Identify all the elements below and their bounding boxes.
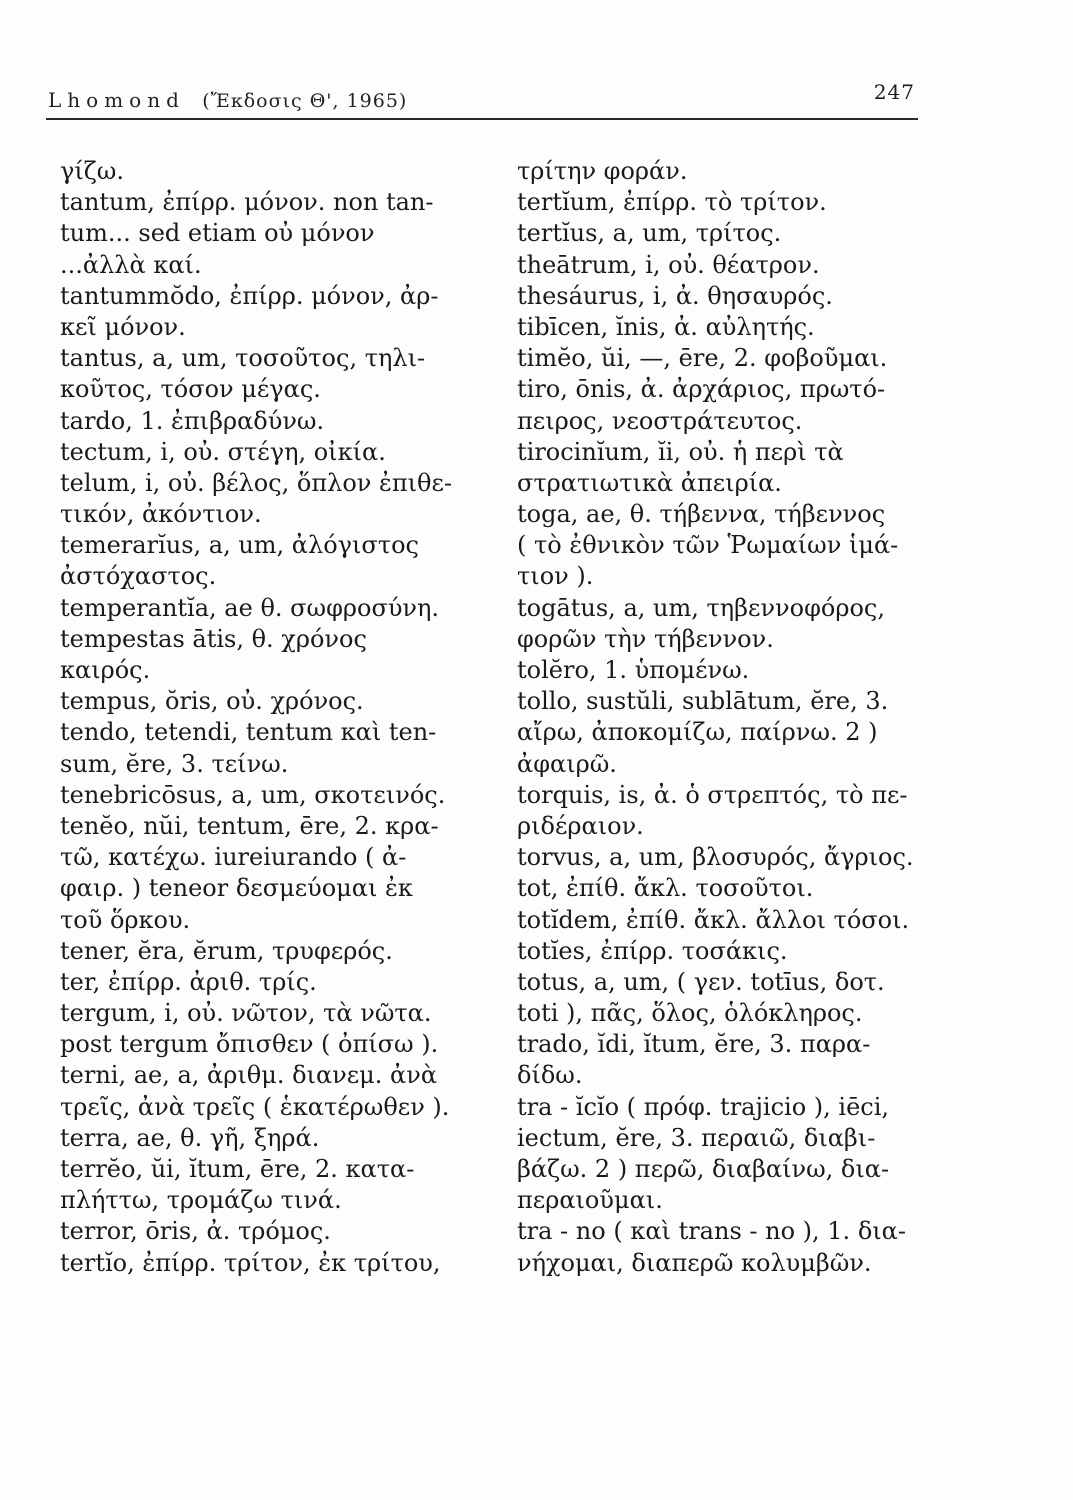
entry-line: terror, ōris, ἀ. τρόμος. — [60, 1217, 331, 1246]
entry-line: tertĭum, ἐπίρρ. τὸ τρίτον. — [517, 188, 827, 217]
entry-line: κεῖ μόνον. — [60, 312, 186, 341]
entry-line: tolĕro, 1. ὑπομένω. — [517, 656, 750, 684]
entry-line: τρεῖς, ἀνὰ τρεῖς ( ἑκατέρωθεν ). — [60, 1092, 450, 1121]
entry-line: ...ἀλλὰ καί. — [60, 250, 202, 279]
entry-line: ἀφαιρῶ. — [517, 749, 617, 778]
entry-line: πλήττω, τρομάζω τινά. — [60, 1186, 342, 1215]
entry-line: τρίτην φοράν. — [517, 157, 688, 185]
entry-line: γίζω. — [60, 157, 124, 185]
entry-line: telum, i, οὐ. βέλος, ὅπλον ἐπιθε- — [60, 468, 453, 497]
entry-line: post tergum ὄπισθεν ( ὀπίσω ). — [60, 1030, 439, 1059]
entry-line: tertĭo, ἐπίρρ. τρίτον, ἐκ τρίτου, — [60, 1248, 441, 1277]
entry-line: tra - ĭcĭo ( πρόφ. trajicio ), iēci, — [517, 1092, 890, 1121]
entry-line: tenebricōsus, a, um, σκοτεινός. — [60, 780, 446, 809]
entry-line: tra - no ( καὶ trans - no ), 1. δια- — [517, 1217, 906, 1246]
entry-line: τῶ, κατέχω. iureiurando ( ἀ- — [60, 843, 407, 872]
entry-line: toga, ae, θ. τήβεννα, τήβεννος — [517, 500, 886, 529]
header-rule — [46, 118, 918, 120]
entry-line: tergum, i, οὐ. νῶτον, τὰ νῶτα. — [60, 999, 432, 1028]
running-head — [48, 88, 407, 112]
entry-line: tendo, tetendi, tentum καὶ ten- — [60, 718, 437, 747]
entry-line: καιρός. — [60, 656, 151, 684]
entry-line: νήχομαι, διαπερῶ κολυμβῶν. — [517, 1248, 872, 1277]
entry-line: tum... sed etiam οὐ μόνον — [60, 219, 375, 248]
entry-line: tertĭus, a, um, τρίτος. — [517, 219, 782, 248]
entry-line: περαιοῦμαι. — [517, 1186, 663, 1215]
entry-line: tempus, ŏris, οὐ. χρόνος. — [60, 687, 364, 716]
entry-line: torvus, a, um, βλοσυρός, ἄγριος. — [517, 843, 914, 872]
entry-line: tantummŏdo, ἐπίρρ. μόνον, ἀρ- — [60, 281, 439, 310]
entry-line: τιον ). — [517, 562, 594, 591]
left-column — [60, 156, 500, 1279]
entry-line: terni, ae, a, ἀριθμ. διανεμ. ἀνὰ — [60, 1061, 438, 1090]
entry-line: φαιρ. ) teneor δεσμεύομαι ἐκ — [60, 874, 413, 903]
entry-line: κοῦτος, τόσον μέγας. — [60, 375, 321, 404]
entry-line: tectum, i, οὐ. στέγη, οἰκία. — [60, 437, 386, 466]
entry-line: terra, ae, θ. γῆ, ξηρά. — [60, 1123, 320, 1152]
entry-line: tardo, 1. ἐπιβραδύνω. — [60, 406, 325, 435]
entry-line: temperantĭa, ae θ. σωφροσύνη. — [60, 593, 440, 622]
entry-line: tempestas ātis, θ. χρόνος — [60, 624, 367, 653]
entry-line: tot, ἐπίθ. ἄκλ. τοσοῦτοι. — [517, 874, 814, 903]
entry-line: τικόν, ἀκόντιον. — [60, 500, 262, 529]
entry-line: ριδέραιον. — [517, 811, 644, 840]
right-column — [517, 156, 947, 1279]
entry-line: theātrum, i, οὐ. θέατρον. — [517, 250, 820, 279]
entry-line: tibīcen, ĭnis, ἀ. αὐλητής. — [517, 312, 815, 341]
entry-line: tollo, sustŭli, sublātum, ĕre, 3. — [517, 687, 889, 716]
entry-line: tantus, a, um, τοσοῦτος, τηλι- — [60, 344, 426, 373]
entry-line: δίδω. — [517, 1061, 583, 1090]
entry-line: terrĕo, ŭi, ĭtum, ēre, 2. κατα- — [60, 1155, 415, 1183]
entry-line: sum, ĕre, 3. τείνω. — [60, 749, 289, 778]
entry-line: ( τὸ ἐθνικὸν τῶν Ῥωμαίων ἱμά- — [517, 531, 899, 560]
entry-line: togātus, a, um, τηβεννοφόρος, — [517, 593, 885, 622]
entry-line: tirocinĭum, ĭi, οὐ. ἡ περὶ τὰ — [517, 437, 844, 466]
entry-line: βάζω. 2 ) περῶ, διαβαίνω, δια- — [517, 1155, 890, 1183]
entry-line: ter, ἐπίρρ. ἀριθ. τρίς. — [60, 967, 317, 996]
edition-info: (Ἔκδοσις Θ', 1965) — [202, 90, 408, 112]
entry-line: toti ), πᾶς, ὅλος, ὁλόκληρος. — [517, 999, 863, 1028]
author-name: Lhomond — [48, 88, 185, 112]
entry-line: ἀστόχαστος. — [60, 562, 217, 591]
entry-line: thesáurus, i, ἀ. θησαυρός. — [517, 281, 833, 310]
entry-line: totĭdem, ἐπίθ. ἄκλ. ἄλλοι τόσοι. — [517, 905, 910, 934]
entry-line: totĭes, ἐπίρρ. τοσάκις. — [517, 936, 788, 965]
entry-line: trado, ĭdi, ĭtum, ĕre, 3. παρα- — [517, 1030, 871, 1059]
entry-line: torquis, is, ἀ. ὁ στρεπτός, τὸ πε- — [517, 780, 908, 809]
page-number: 247 — [873, 80, 915, 104]
entry-line: πειρος, νεοστράτευτος. — [517, 406, 803, 435]
entry-line: tiro, ōnis, ἀ. ἀρχάριος, πρωτό- — [517, 375, 886, 404]
entry-line: timĕo, ŭi, —, ēre, 2. φοβοῦμαι. — [517, 344, 888, 373]
entry-line: tenĕo, nŭi, tentum, ēre, 2. κρα- — [60, 811, 439, 840]
entry-line: tener, ĕra, ĕrum, τρυφερός. — [60, 936, 393, 965]
entry-line: tantum, ἐπίρρ. μόνον. non tan- — [60, 188, 434, 217]
entry-line: τοῦ ὅρκου. — [60, 905, 191, 934]
entry-line: iectum, ĕre, 3. περαιῶ, διαβι- — [517, 1123, 876, 1152]
entry-line: temerarĭus, a, um, ἀλόγιστος — [60, 531, 419, 560]
entry-line: αἴρω, ἀποκομίζω, παίρνω. 2 ) — [517, 718, 878, 747]
entry-line: φορῶν τὴν τήβεννον. — [517, 624, 774, 653]
entry-line: στρατιωτικὰ ἀπειρία. — [517, 468, 782, 497]
entry-line: totus, a, um, ( γεν. totīus, δοτ. — [517, 967, 885, 996]
